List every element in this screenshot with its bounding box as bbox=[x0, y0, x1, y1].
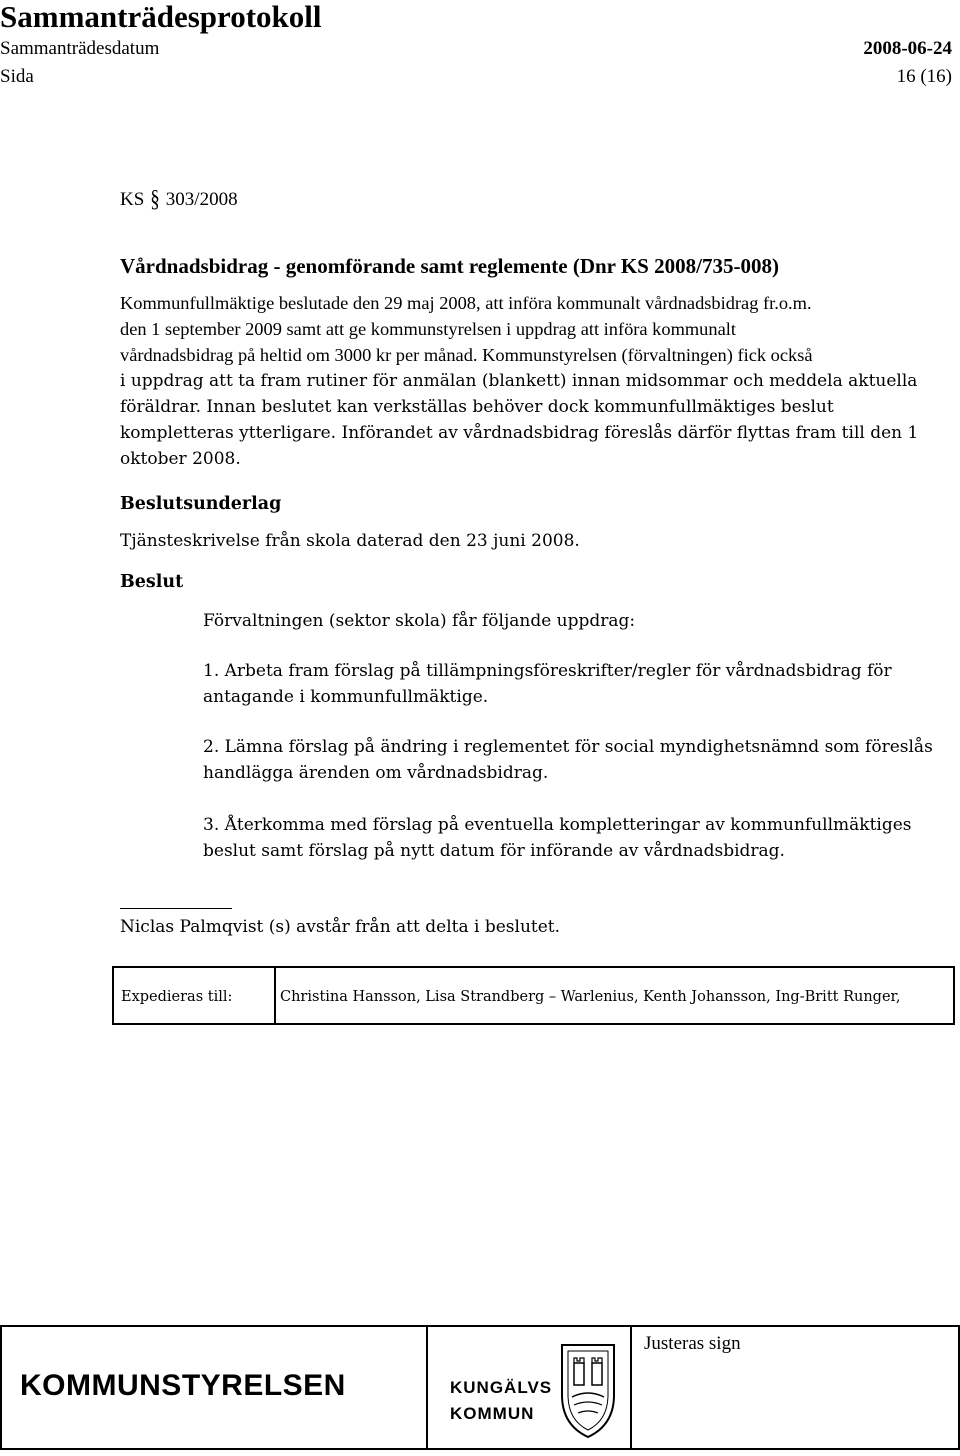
footer bbox=[0, 1325, 960, 1450]
case-number bbox=[120, 188, 238, 212]
section-symbol: § bbox=[150, 186, 160, 213]
intro-line-6: kompletteras ytterligare. Införandet av vårdnadsbidrag föreslås därför flyttas fram till den 1 bbox=[120, 423, 919, 443]
meeting-date-value: 2008-06-24 bbox=[863, 38, 952, 59]
intro-line-7: oktober 2008. bbox=[120, 449, 241, 469]
footer-org-cell bbox=[0, 1325, 428, 1450]
basis-heading: Beslutsunderlag bbox=[120, 494, 282, 514]
meeting-date-label: Sammanträdesdatum bbox=[0, 38, 160, 59]
intro-line-3: vårdnadsbidrag på heltid om 3000 kr per månad. Kommunstyrelsen (förvaltningen) fick också bbox=[120, 345, 813, 365]
sign-label: Justeras sign bbox=[644, 1333, 741, 1354]
logo-line-1: KUNGÄLVS bbox=[450, 1378, 553, 1397]
decision-item-1-line-1: 1. Arbeta fram förslag på tillämpningsföreskrifter/regler för vårdnadsbidrag för bbox=[203, 661, 892, 681]
footer-org-name: KOMMUNSTYRELSEN bbox=[20, 1369, 346, 1402]
logo-line-2: KOMMUN bbox=[450, 1404, 535, 1423]
page-label: Sida bbox=[0, 66, 34, 87]
decision-heading: Beslut bbox=[120, 572, 184, 592]
intro-line-5: föräldrar. Innan beslutet kan verkställas behöver dock kommunfullmäktiges beslut bbox=[120, 397, 834, 417]
decision-item-2-line-1: 2. Lämna förslag på ändring i reglementet för social myndighetsnämnd som föreslås bbox=[203, 737, 933, 757]
document-title: Sammanträdesprotokoll bbox=[0, 0, 322, 34]
page-number: 16 (16) bbox=[896, 66, 952, 87]
footnote-rule bbox=[120, 908, 232, 909]
decision-item-3-line-2: beslut samt förslag på nytt datum för införande av vårdnadsbidrag. bbox=[203, 841, 785, 861]
intro-line-4: i uppdrag att ta fram rutiner för anmälan (blankett) innan midsommar och meddela aktuella bbox=[120, 371, 918, 391]
coat-of-arms-icon bbox=[562, 1345, 614, 1437]
item-title: Vårdnadsbidrag - genomförande samt reglemente (Dnr KS 2008/735-008) bbox=[120, 254, 779, 278]
municipality-logo bbox=[428, 1325, 632, 1450]
case-prefix: KS bbox=[120, 189, 145, 210]
distribution-label: Expedieras till: bbox=[121, 989, 233, 1005]
intro-line-1: Kommunfullmäktige beslutade den 29 maj 2008, att införa kommunalt vårdnadsbidrag fr.o.m. bbox=[120, 293, 812, 313]
case-id: 303/2008 bbox=[165, 189, 238, 210]
decision-item-1-line-2: antagande i kommunfullmäktige. bbox=[203, 687, 489, 707]
footnote-text: Niclas Palmqvist (s) avstår från att delta i beslutet. bbox=[120, 917, 561, 937]
decision-item-3-line-1: 3. Återkomma med förslag på eventuella kompletteringar av kommunfullmäktiges bbox=[203, 815, 912, 835]
decision-intro: Förvaltningen (sektor skola) får följande uppdrag: bbox=[203, 611, 636, 631]
page-number-row bbox=[0, 66, 952, 88]
distribution-box bbox=[112, 966, 955, 1025]
footer-sign-cell bbox=[632, 1325, 960, 1450]
intro-line-2: den 1 september 2009 samt att ge kommunstyrelsen i uppdrag att införa kommunalt bbox=[120, 319, 736, 339]
distribution-recipients: Christina Hansson, Lisa Strandberg – Warlenius, Kenth Johansson, Ing-Britt Runger, bbox=[280, 989, 901, 1005]
meeting-date-row bbox=[0, 38, 952, 60]
decision-item-2-line-2: handlägga ärenden om vårdnadsbidrag. bbox=[203, 763, 549, 783]
distribution-divider bbox=[274, 968, 276, 1023]
basis-text: Tjänsteskrivelse från skola daterad den 23 juni 2008. bbox=[120, 531, 580, 551]
footer-logo-cell bbox=[428, 1325, 632, 1450]
